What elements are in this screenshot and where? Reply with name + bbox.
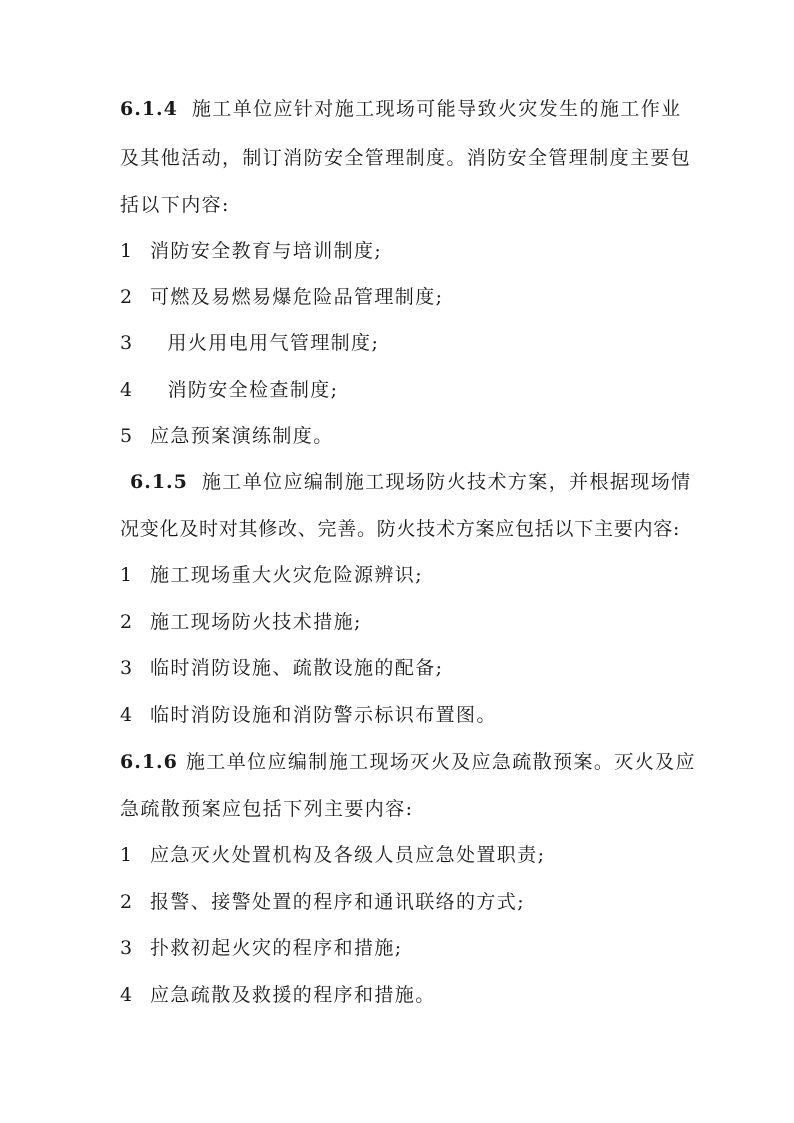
clause-6-1-6-line-1 xyxy=(120,750,696,774)
clause-text: 及其他活动，制订消防安全管理制度。消防安全管理制度主要包 xyxy=(120,147,692,169)
list-item xyxy=(120,285,680,309)
list-item xyxy=(120,610,680,634)
clause-6-1-4-line-2 xyxy=(120,146,692,170)
clause-text: 施工单位应编制施工现场防火技术方案，并根据现场情 xyxy=(201,471,692,493)
item-text: 应急疏散及救援的程序和措施。 xyxy=(150,984,436,1006)
item-number: 5 xyxy=(120,425,134,447)
clause-6-1-4-line-3 xyxy=(120,193,680,217)
clause-6-1-5-line-2 xyxy=(120,517,680,541)
clause-number: 6.1.6 xyxy=(120,751,178,773)
item-text: 应急灭火处置机构及各级人员应急处置职责; xyxy=(150,844,546,866)
list-item xyxy=(120,378,680,402)
item-text: 消防安全检查制度; xyxy=(160,379,339,401)
clause-6-1-4-line-1 xyxy=(120,97,680,121)
item-text: 临时消防设施和消防警示标识布置图。 xyxy=(150,704,497,726)
list-item xyxy=(120,331,680,355)
clause-text: 况变化及时对其修改、完善。防火技术方案应包括以下主要内容: xyxy=(120,518,680,540)
item-number: 3 xyxy=(120,332,134,354)
item-text: 临时消防设施、疏散设施的配备; xyxy=(150,657,444,679)
list-item xyxy=(120,656,680,680)
item-number: 4 xyxy=(120,704,134,726)
clause-number: 6.1.4 xyxy=(120,98,178,120)
clause-text: 施工单位应针对施工现场可能导致火灾发生的施工作业 xyxy=(191,98,682,120)
list-item xyxy=(120,703,680,727)
item-number: 4 xyxy=(120,379,134,401)
item-text: 扑救初起火灾的程序和措施; xyxy=(150,937,403,959)
item-text: 可燃及易燃易爆危险品管理制度; xyxy=(150,286,444,308)
item-text: 消防安全教育与培训制度; xyxy=(150,240,383,262)
item-number: 3 xyxy=(120,657,134,679)
item-number: 2 xyxy=(120,611,134,633)
clause-text: 括以下内容: xyxy=(120,194,230,216)
clause-text: 施工单位应编制施工现场灭火及应急疏散预案。灭火及应 xyxy=(185,751,696,773)
list-item xyxy=(120,563,680,587)
item-number: 3 xyxy=(120,937,134,959)
item-number: 2 xyxy=(120,286,134,308)
item-number: 1 xyxy=(120,240,134,262)
item-number: 1 xyxy=(120,564,134,586)
item-number: 2 xyxy=(120,891,134,913)
list-item xyxy=(120,936,680,960)
item-text: 施工现场防火技术措施; xyxy=(150,611,362,633)
list-item xyxy=(120,424,680,448)
clause-6-1-6-line-2 xyxy=(120,797,680,821)
list-item xyxy=(120,239,680,263)
clause-6-1-5-line-1 xyxy=(130,470,692,494)
item-number: 4 xyxy=(120,984,134,1006)
item-text: 施工现场重大火灾危险源辨识; xyxy=(150,564,424,586)
list-item xyxy=(120,890,680,914)
list-item xyxy=(120,983,680,1007)
clause-number: 6.1.5 xyxy=(130,471,188,493)
item-text: 应急预案演练制度。 xyxy=(150,425,334,447)
item-number: 1 xyxy=(120,844,134,866)
clause-text: 急疏散预案应包括下列主要内容: xyxy=(120,798,414,820)
list-item xyxy=(120,843,680,867)
item-text: 报警、接警处置的程序和通讯联络的方式; xyxy=(150,891,526,913)
item-text: 用火用电用气管理制度; xyxy=(160,332,380,354)
